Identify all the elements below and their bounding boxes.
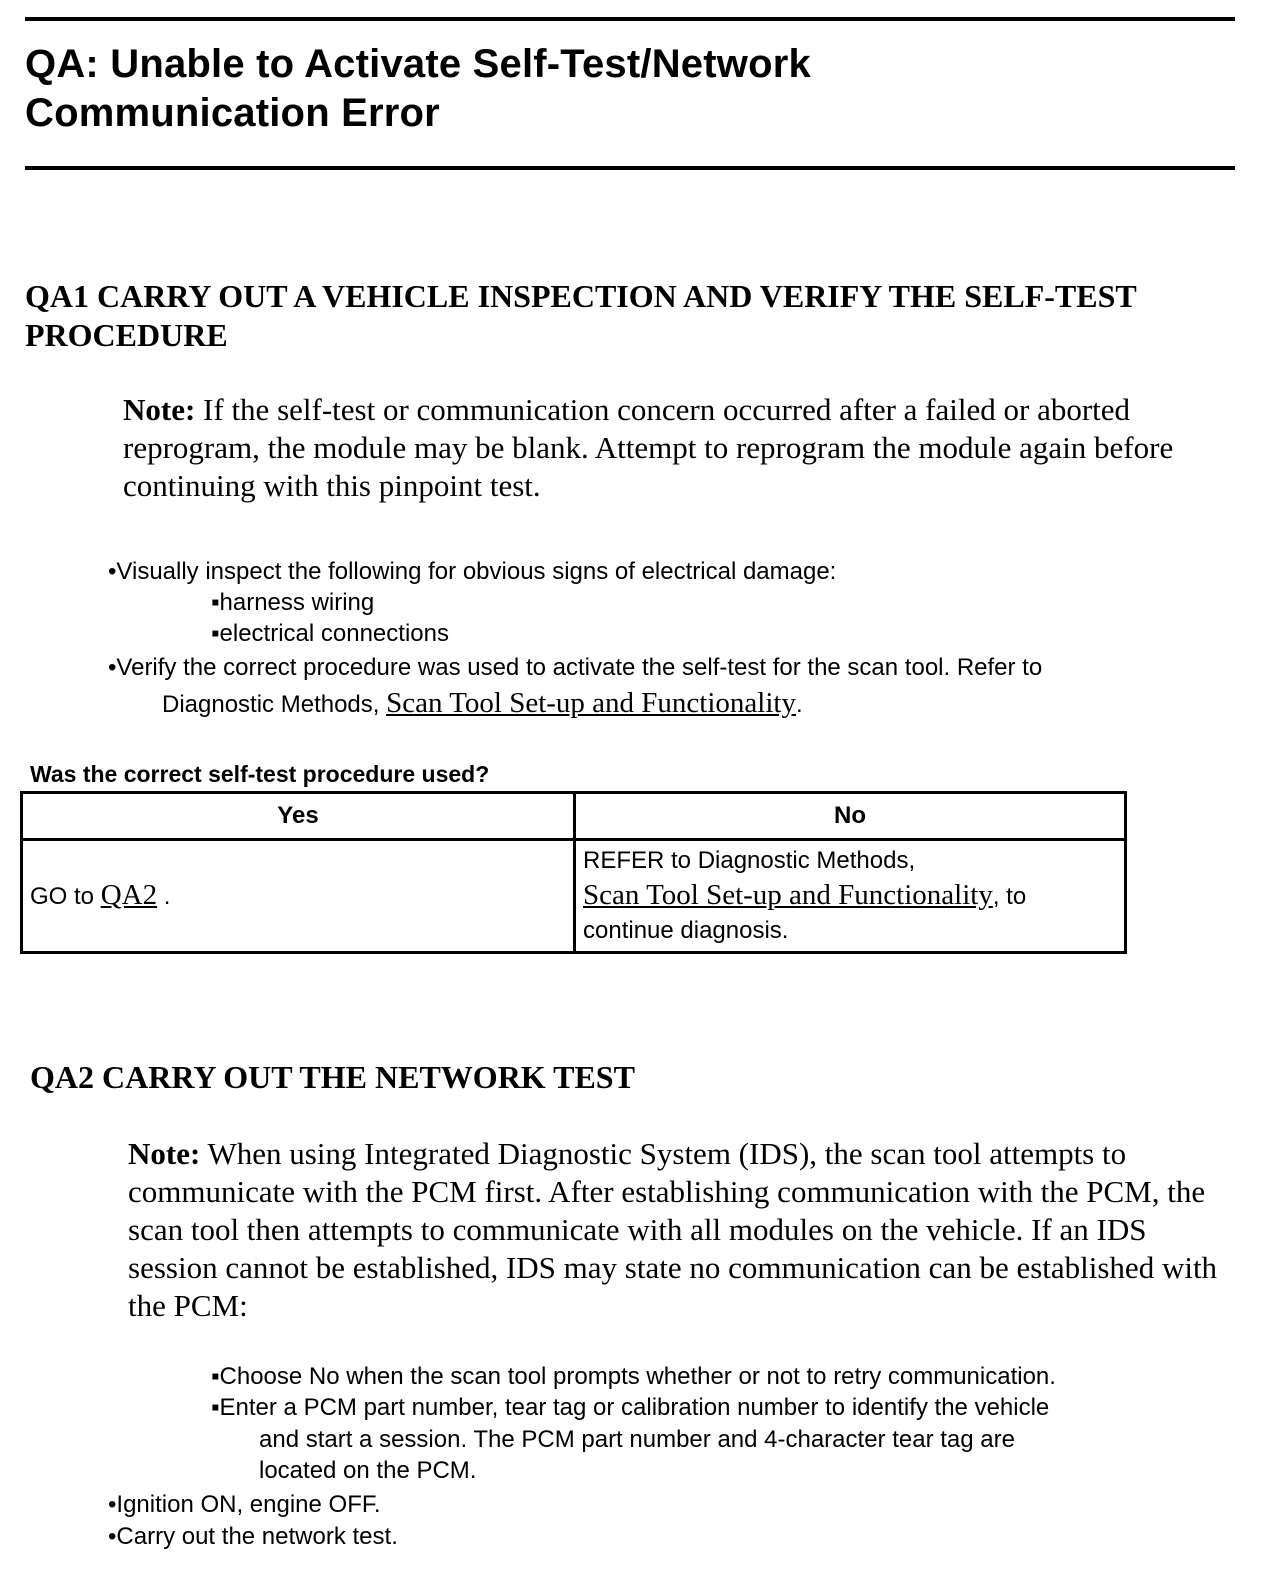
yes-cell-suffix: . (157, 883, 171, 910)
qa2-note-text: When using Integrated Diagnostic System (IDS), the scan tool attempts to communicate with the PCM first. After establishing communication with the PCM, the scan tool then attempts to communicate with all modules on the vehicle. If an IDS session cannot be established, IDS may state no communication can be established with the PCM: (128, 1136, 1218, 1323)
qa2-bullet-ignition-text: Ignition ON, engine OFF. (116, 1491, 381, 1518)
qa1-sub-connections-text: electrical connections (219, 620, 449, 647)
qa2-sub-enter-pcm-line3: located on the PCM. (259, 1457, 477, 1484)
table-header-row (22, 793, 1126, 840)
qa1-bullet-verify-prefix: Diagnostic Methods, (162, 691, 387, 718)
qa2-note (128, 1135, 1223, 1325)
qa1-heading-line2: PROCEDURE (25, 317, 228, 353)
qa1-sub-harness-text: harness wiring (219, 589, 375, 616)
qa1-note (123, 391, 1203, 505)
no-cell-line3: continue diagnosis. (583, 917, 789, 944)
qa1-sub-connections (211, 618, 449, 650)
page-title-line2: Communication Error (25, 91, 440, 135)
scan-tool-setup-link[interactable]: Scan Tool Set-up and Functionality (386, 687, 796, 719)
qa2-sub-enter-pcm-line1: Enter a PCM part number, tear tag or calibration number to identify the vehicle (219, 1394, 1050, 1421)
no-cell (575, 840, 1126, 953)
square-bullet-icon: ▪ (211, 1394, 220, 1421)
qa1-heading (25, 277, 1245, 355)
square-bullet-icon: ▪ (211, 620, 220, 647)
qa1-note-label: Note: (123, 392, 196, 427)
square-bullet-icon: ▪ (211, 589, 220, 616)
qa1-bullet-verify-line1: Verify the correct procedure was used to activate the self-test for the scan tool. Refer to (116, 654, 1043, 681)
bullet-dot-icon: • (108, 1523, 117, 1550)
title-bottom-rule (25, 166, 1235, 170)
bullet-dot-icon: • (108, 558, 117, 585)
no-column-header: No (575, 793, 1126, 840)
qa2-sub-enter-pcm (211, 1392, 1049, 1424)
page-title (25, 40, 1175, 138)
qa2-bullet-network-text: Carry out the network test. (116, 1523, 398, 1550)
page-title-line1: QA: Unable to Activate Self-Test/Network (25, 42, 811, 86)
qa1-bullet-verify-suffix: . (795, 691, 803, 718)
qa1-bullet-inspect-text: Visually inspect the following for obvious signs of electrical damage: (116, 558, 837, 585)
table-row (22, 840, 1126, 953)
qa2-sub-enter-pcm-line2: and start a session. The PCM part number and 4-character tear tag are (259, 1426, 1015, 1453)
qa2-bullet-ignition (108, 1489, 381, 1521)
qa2-note-label: Note: (128, 1136, 201, 1171)
qa2-sub-choose-no (211, 1361, 1056, 1393)
qa1-question: Was the correct self-test procedure used? (30, 761, 490, 787)
bullet-dot-icon: • (108, 654, 117, 681)
go-to-qa2-link[interactable]: QA2 (100, 879, 158, 911)
qa1-bullet-inspect (108, 556, 836, 588)
yes-cell-prefix: GO to (30, 883, 101, 910)
no-cell-line1: REFER to Diagnostic Methods, (583, 847, 916, 874)
qa2-bullet-network (108, 1521, 398, 1553)
qa1-bullet-verify-cont (162, 687, 803, 721)
top-rule (25, 17, 1235, 21)
qa2-sub-choose-no-text: Choose No when the scan tool prompts whether or not to retry communication. (219, 1363, 1056, 1390)
qa1-result-table (20, 791, 1127, 954)
yes-column-header: Yes (22, 793, 575, 840)
qa1-note-text: If the self-test or communication concern occurred after a failed or aborted reprogram, the module may be blank. Attempt to reprogram the module again before continuing with this pinpoint test. (123, 392, 1174, 503)
bullet-dot-icon: • (108, 1491, 117, 1518)
no-cell-after-link: , to (992, 883, 1027, 910)
qa1-bullet-verify (108, 652, 1042, 684)
qa1-sub-harness (211, 587, 374, 619)
qa2-heading: QA2 CARRY OUT THE NETWORK TEST (30, 1059, 635, 1095)
scan-tool-setup-link-table[interactable]: Scan Tool Set-up and Functionality (583, 879, 993, 911)
qa1-heading-line1: QA1 CARRY OUT A VEHICLE INSPECTION AND VERIFY THE SELF-TEST (25, 278, 1137, 314)
square-bullet-icon: ▪ (211, 1363, 220, 1390)
yes-cell (22, 840, 575, 953)
